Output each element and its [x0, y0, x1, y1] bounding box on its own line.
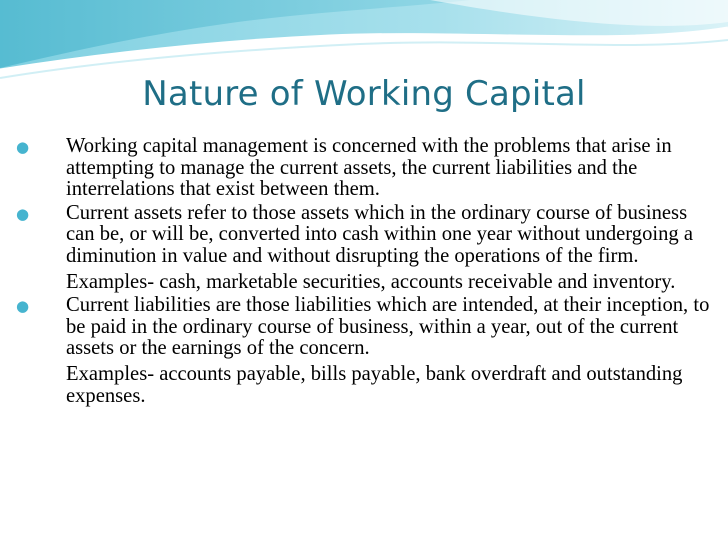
example-text: Examples- accounts payable, bills payable, bank overdraft and outstanding expenses.: [66, 362, 683, 407]
bullet-item: [14, 203, 714, 268]
teal-bullet-icon: ●: [16, 297, 30, 316]
example-text: Examples- cash, marketable securities, accounts receivable and inventory.: [66, 270, 676, 293]
slide-body: [14, 136, 714, 409]
bullet-item: [14, 295, 714, 360]
teal-bullet-icon: ●: [16, 204, 30, 223]
slide-title: Nature of Working Capital: [142, 74, 586, 114]
teal-bullet-icon: ●: [16, 138, 30, 156]
bullet-text: Current liabilities are those liabilities which are intended, at their inception, to be paid in the ordinary course of business, within a year, out of the current assets or the earnings of the concern.: [66, 294, 710, 360]
bullet-item: [14, 136, 714, 201]
bullet-text: Current assets refer to those assets which in the ordinary course of business can be, or will be, converted into cash within one year without undergoing a diminution in value and without disrupting the operations of the firm.: [66, 201, 693, 267]
bullet-text: Working capital management is concerned with the problems that arise in attempting to manage the current assets, the current liabilities and the interrelations that exist between them.: [66, 135, 672, 201]
